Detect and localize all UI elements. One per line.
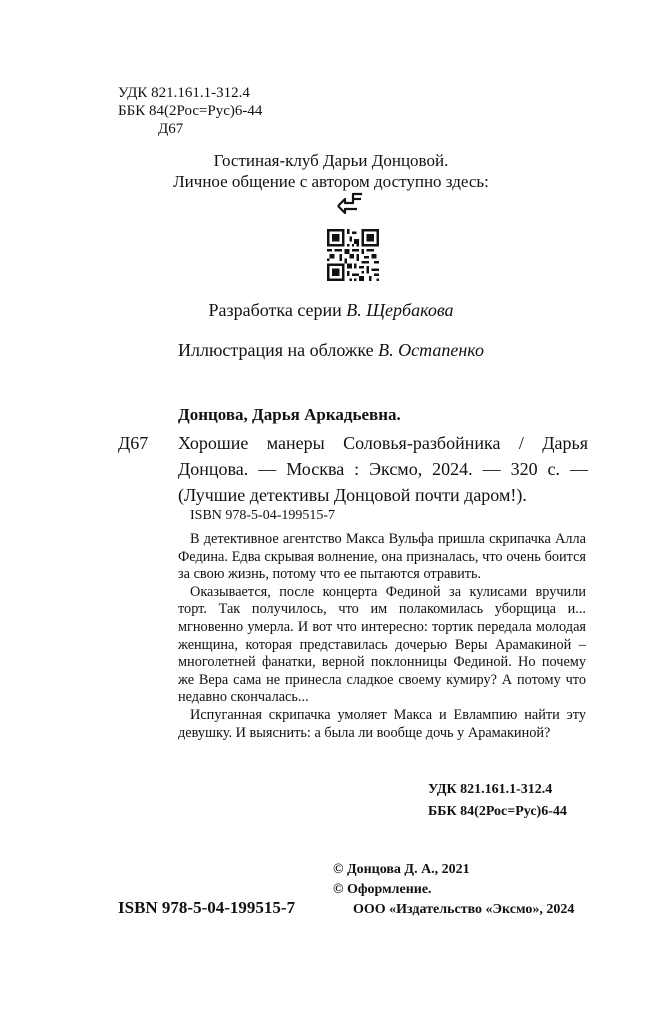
bib-author: Донцова, Дарья Аркадьевна.: [178, 405, 401, 424]
bbk-code: ББК 84(2Рос=Рус)6-44: [118, 103, 263, 119]
cover-label: Иллюстрация на обложке: [178, 340, 379, 360]
copyright-author: © Донцова Д. А., 2021: [333, 862, 470, 877]
bib-author-mark: Д67: [118, 433, 149, 453]
classification-codes-bottom: [428, 779, 567, 823]
bib-isbn: ISBN 978-5-04-199515-7: [190, 508, 336, 523]
copyright-block: [333, 860, 574, 920]
annotation-paragraph: В детективное агентство Макса Вульфа пришла скрипачка Алла Федина. Едва скрывая волнение, она призналась, что очень боится за свою жизнь, потому что ее пытаются отравить.: [178, 531, 586, 583]
cover-illustrator: В. Остапенко: [378, 340, 484, 360]
series-credit: [0, 300, 662, 321]
series-designer: В. Щербакова: [346, 300, 454, 320]
annotation-paragraph: Испуганная скрипачка умоляет Макса и Евлампию найти эту девушку. И выяснить: а была ли вообще дочь у Арамакиной?: [178, 706, 586, 741]
isbn-footer: ISBN 978-5-04-199515-7: [118, 898, 296, 917]
hand-drawn-arrow-icon: [335, 190, 367, 225]
cover-credit: [0, 340, 662, 361]
udk-code: УДК 821.161.1-312.4: [118, 85, 250, 101]
copyright-publisher: ООО «Издательство «Эксмо», 2024: [353, 902, 575, 917]
bbk-code-bottom: ББК 84(2Рос=Рус)6-44: [428, 804, 567, 819]
club-line-2: Личное общение с автором доступно здесь:: [173, 172, 489, 191]
qr-code[interactable]: [327, 229, 379, 286]
annotation: [178, 531, 586, 742]
series-label: Разработка серии: [208, 300, 347, 320]
udk-code-bottom: УДК 821.161.1-312.4: [428, 782, 553, 797]
author-mark: Д67: [158, 121, 184, 137]
copyright-design: © Оформление.: [333, 882, 432, 897]
classification-codes-top: [118, 84, 262, 138]
annotation-paragraph: Оказывается, после концерта Фединой за кулисами вручили торт. Так получилось, что им полакомилась уборщица и... мгновенно умерла. И вот что интересно: тортик передала молодая женщина, которая представилась дочерью Веры Арамакиной – многолетней фанатки, верной поклонницы Фединой. Но почему же Вера сама не принесла сладкое своему кумиру? А потому что недавно скончалась...: [178, 583, 586, 706]
bib-description: Хорошие манеры Соловья-разбойника / Дарья Донцова. — Москва : Эксмо, 2024. — 320 с. — (Лучшие детективы Донцовой почти даром!).: [178, 433, 588, 505]
club-line-1: Гостиная-клуб Дарьи Донцовой.: [213, 151, 449, 170]
club-note: [0, 150, 662, 192]
